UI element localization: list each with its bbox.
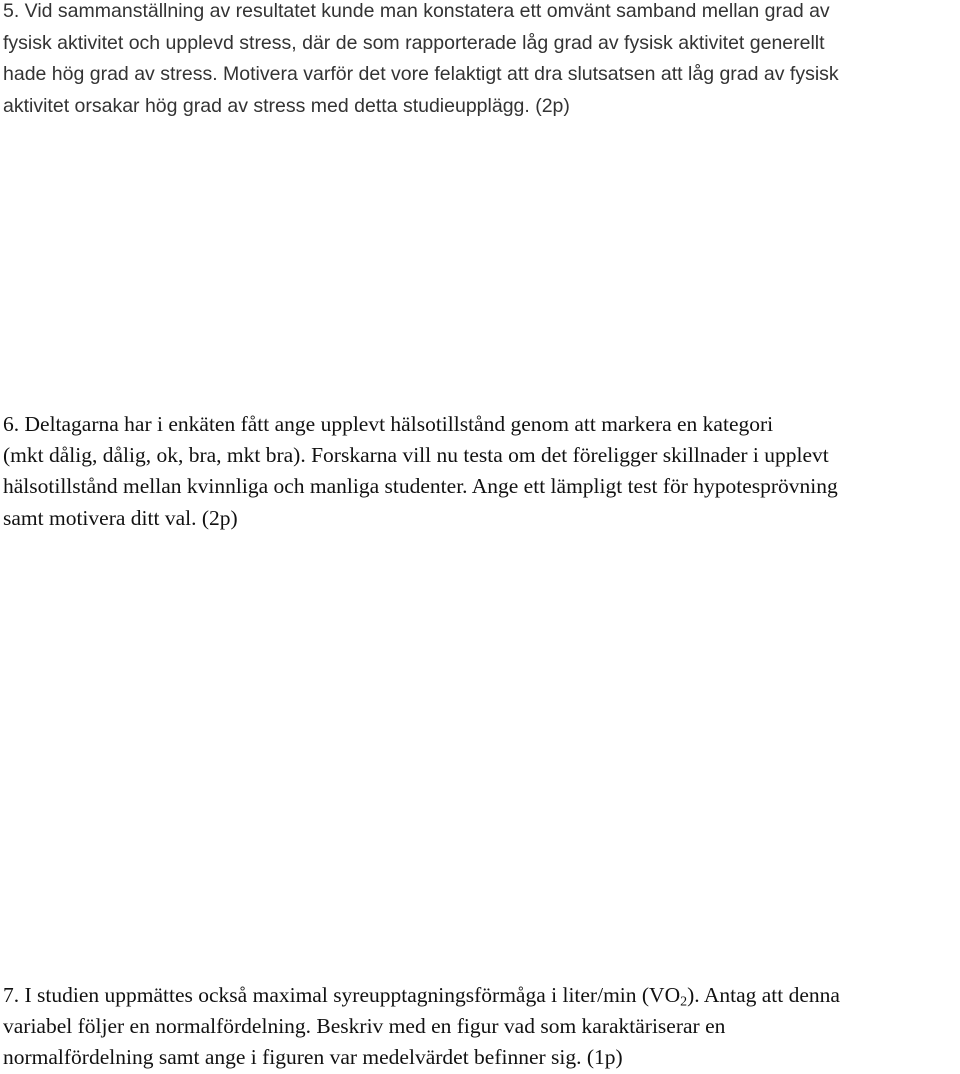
question-7-line-1 xyxy=(3,980,959,1011)
question-5 xyxy=(3,0,959,122)
question-5-line-2: fysisk aktivitet och upplevd stress, där de som rapporterade låg grad av fysisk aktivitet generellt xyxy=(3,31,825,54)
answer-space-question-6 xyxy=(0,545,960,975)
subscript-2: 2 xyxy=(680,994,688,1010)
question-7 xyxy=(3,980,959,1074)
question-5-line-4: aktivitet orsakar hög grad av stress med detta studieupplägg. (2p) xyxy=(3,94,570,117)
question-5-line-3: hade hög grad av stress. Motivera varför det vore felaktigt att dra slutsatsen att låg grad av fysisk xyxy=(3,63,839,85)
question-6-line-3: hälsotillstånd mellan kvinnliga och manliga studenter. Ange ett lämpligt test för hypotesprövning xyxy=(3,474,838,499)
question-6-line-2: (mkt dålig, dålig, ok, bra, mkt bra). Forskarna vill nu testa om det föreligger skillnader i upplevt xyxy=(3,443,829,468)
question-5-line-1: 5. Vid sammanställning av resultatet kunde man konstatera ett omvänt samband mellan grad av xyxy=(3,0,830,22)
question-7-line-2: variabel följer en normalfördelning. Beskriv med en figur vad som karaktäriserar en xyxy=(3,1014,726,1039)
question-7-line-3: normalfördelning samt ange i figuren var medelvärdet befinner sig. (1p) xyxy=(3,1045,623,1070)
question-6-line-1: 6. Deltagarna har i enkäten fått ange upplevt hälsotillstånd genom att markera en kategori xyxy=(3,412,774,436)
question-6 xyxy=(3,409,959,534)
question-7-line-1-rest: ). Antag att denna xyxy=(687,983,840,1007)
question-7-line-1-text: 7. I studien uppmättes också maximal syreupptagningsförmåga i liter/min (VO xyxy=(3,983,681,1007)
answer-space-question-5 xyxy=(0,130,960,400)
question-6-line-4: samt motivera ditt val. (2p) xyxy=(3,505,238,530)
